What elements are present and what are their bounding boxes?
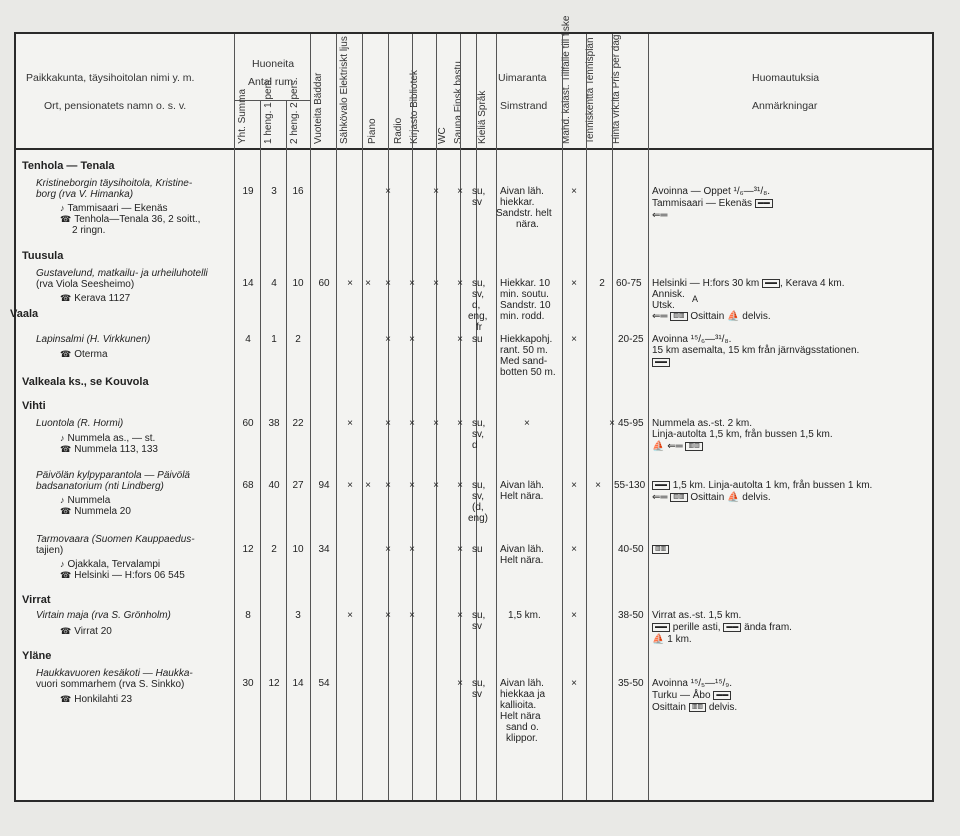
r1-wc: × <box>433 186 439 197</box>
r2-library: × <box>409 278 415 289</box>
r8-name-1: Haukkavuoren kesäkoti — Haukka- <box>36 668 193 679</box>
r5-beach-1: Aivan läh. <box>500 480 544 491</box>
r5-piano: × <box>365 480 371 491</box>
r5-remarks-2a: Osittain <box>690 492 725 503</box>
r6-one: 2 <box>271 544 277 555</box>
r1-two: 16 <box>292 186 304 197</box>
r5-one: 40 <box>268 480 280 491</box>
r7-lang-1: su, <box>472 610 486 621</box>
header-library: Kirjasto Bibliotek <box>409 70 420 144</box>
r5-electric: × <box>347 480 353 491</box>
guide-page <box>10 15 934 802</box>
r2-beds: 60 <box>318 278 330 289</box>
bus-icon: ▬▬ <box>713 691 731 700</box>
r2-remarks-1 <box>652 278 845 289</box>
col-line <box>286 100 287 800</box>
r4-post <box>60 433 155 444</box>
r1-radio: × <box>385 186 391 197</box>
r4-phone <box>60 444 158 455</box>
telephone-icon: ☎ <box>60 570 72 580</box>
r1-lang-2: sv <box>472 197 482 208</box>
bus-icon: ▬▬ <box>723 623 741 632</box>
post-horn-icon: ♪ <box>60 559 65 569</box>
r8-remarks-2 <box>652 690 731 701</box>
r6-phone-text: Helsinki — H:fors 06 545 <box>74 570 185 581</box>
post-horn-icon: ♪ <box>60 203 65 213</box>
header-two-person: 2 heng. 2 pers. <box>289 77 300 144</box>
r1-beach-2: hiekkar. <box>500 197 535 208</box>
header-rooms-fi: Huoneita <box>252 58 295 70</box>
telephone-icon: ☎ <box>60 349 72 359</box>
train-icon: ▥▥ <box>670 312 687 321</box>
r4-two: 22 <box>292 418 304 429</box>
r3-one: 1 <box>271 334 277 345</box>
r6-total: 12 <box>242 544 254 555</box>
r1-total: 19 <box>242 186 254 197</box>
section-valkeala-text: Valkeala ks., se Kouvola <box>22 376 149 388</box>
header-beach-fi: Uimaranta <box>498 72 547 84</box>
r6-radio: × <box>385 544 391 555</box>
r6-name-1: Tarmovaara (Suomen Kauppaedus- <box>36 534 195 545</box>
r4-phone-text: Nummela 113, 133 <box>74 444 158 455</box>
r2-remarks-4a: Osittain <box>690 311 725 322</box>
train-icon: ▥▥ <box>689 703 706 712</box>
r3-beach-4: botten 50 m. <box>500 367 556 378</box>
r2-lang-1: su, <box>472 278 486 289</box>
r1-beach-4: nära. <box>516 219 539 230</box>
header-wc: WC <box>437 127 448 144</box>
r5-name-2: badsanatorium (nti Lindberg) <box>36 481 164 492</box>
r4-tennis: × <box>609 418 615 429</box>
r2-phone-text: Kerava 1127 <box>74 293 131 304</box>
r7-phone <box>60 626 112 637</box>
post-horn-icon: ♪ <box>60 495 65 505</box>
r5-remarks-2b: delvis. <box>742 492 771 503</box>
bus-icon: ▬▬ <box>652 357 670 368</box>
boat-icon: ⛵ <box>652 441 665 452</box>
header-fishing: Mahd. kalast. Tillfälle till fiske <box>561 15 572 144</box>
section-ylane: Yläne <box>22 650 52 662</box>
r7-electric: × <box>347 610 353 621</box>
header-beds: Vuoteita Bäddar <box>313 72 324 144</box>
r7-remarks-1: Virrat as.-st. 1,5 km. <box>652 610 742 621</box>
r2-lang-2: sv, <box>472 289 485 300</box>
r1-lang-1: su, <box>472 186 486 197</box>
section-tuusula: Tuusula <box>22 250 64 262</box>
col-line <box>362 34 363 800</box>
r2-remarks-2: Annisk. <box>652 289 685 300</box>
telephone-icon: ☎ <box>60 694 72 704</box>
r4-lang-3: d <box>472 440 478 451</box>
r3-fishing: × <box>571 334 577 345</box>
r7-total: 8 <box>245 610 251 621</box>
col-line <box>648 34 649 800</box>
r2-remarks-4b: delvis. <box>742 311 771 322</box>
r2-price: 60-75 <box>616 278 642 289</box>
r2-lang-5: fr <box>476 322 483 333</box>
table-header <box>16 15 932 150</box>
header-language: Kieliä Språk <box>477 90 488 144</box>
r3-price: 20-25 <box>618 334 644 345</box>
r7-remarks-2 <box>652 622 792 633</box>
r1-one: 3 <box>271 186 277 197</box>
r4-post-text: Nummela as., — st. <box>67 433 156 444</box>
r8-remarks-3 <box>652 702 737 713</box>
r1-name-1: Kristineborgin täysihoitola, Kristine- <box>36 178 193 189</box>
r3-beach-2: rant. 50 m. <box>500 345 548 356</box>
r8-fishing: × <box>571 678 577 689</box>
r2-beach-3: Sandstr. 10 <box>500 300 551 311</box>
r6-library: × <box>409 544 415 555</box>
col-line <box>412 34 413 800</box>
r2-name-1: Gustavelund, matkailu- ja urheiluhotelli <box>36 268 208 279</box>
r4-beach: × <box>524 418 530 429</box>
r2-lang-3: d, <box>472 300 481 311</box>
r3-phone <box>60 349 108 360</box>
r4-lang-2: sv, <box>472 429 485 440</box>
r3-sauna: × <box>457 334 463 345</box>
header-radio: Radio <box>393 117 404 144</box>
r6-phone <box>60 570 185 581</box>
header-one-person: 1 heng. 1 pers. <box>263 77 274 144</box>
r4-one: 38 <box>268 418 280 429</box>
boat-icon: ⛵ <box>727 492 740 503</box>
header-place-sv: Ort, pensionatets namn o. s. v. <box>44 100 187 112</box>
r2-remarks-4 <box>652 311 771 322</box>
header-piano: Piano <box>367 118 378 144</box>
r8-remarks-3b: delvis. <box>708 702 738 713</box>
r7-remarks-3 <box>652 634 692 645</box>
r1-phone-text: Tenhola—Tenala 36, 2 soitt., <box>74 214 201 225</box>
r5-phone-text: Nummela 20 <box>74 506 131 517</box>
r7-phone-text: Virrat 20 <box>74 626 112 637</box>
r2-one: 4 <box>271 278 277 289</box>
r3-name: Lapinsalmi (H. Virkkunen) <box>36 334 151 345</box>
section-virrat: Virrat <box>22 594 51 606</box>
train-icon: ▥▥ <box>670 493 687 502</box>
r2-phone <box>60 293 130 304</box>
telephone-icon: ☎ <box>60 293 72 303</box>
r7-radio: × <box>385 610 391 621</box>
header-electric: Sähkövalo Elektriskt ljus <box>339 36 350 144</box>
header-price: Hinta vrk:lta Pris per dag <box>611 34 622 144</box>
r2-wc: × <box>433 278 439 289</box>
r4-price: 45-95 <box>618 418 644 429</box>
header-rooms-sv: Antal rum <box>248 76 293 88</box>
r7-lang-2: sv <box>472 621 482 632</box>
steamer-icon: ⇐═ <box>667 441 683 452</box>
r1-name-2: borg (rva V. Himanka) <box>36 189 134 200</box>
r7-name: Virtain maja (rva S. Grönholm) <box>36 610 171 621</box>
r8-beach-6: klippor. <box>506 733 538 744</box>
col-line <box>436 34 437 800</box>
r7-remarks-2a: perille asti, <box>672 622 721 633</box>
r6-beach-2: Helt nära. <box>500 555 544 566</box>
col-line <box>496 34 497 800</box>
r4-icons <box>652 441 703 452</box>
r1-remarks-2 <box>652 198 773 209</box>
r5-remarks-1-text: 1,5 km. Linja-autolta 1 km, från bussen 1 km. <box>672 480 873 491</box>
bus-icon: ▬▬ <box>762 279 780 288</box>
r4-name: Luontola (R. Hormi) <box>36 418 124 429</box>
r5-tennis: × <box>595 480 601 491</box>
r7-price: 38-50 <box>618 610 644 621</box>
r3-total: 4 <box>245 334 251 345</box>
r2-piano: × <box>365 278 371 289</box>
r6-fishing: × <box>571 544 577 555</box>
r8-beach-4: Helt nära <box>500 711 541 722</box>
r2-tennis: 2 <box>599 278 605 289</box>
r8-remarks-2-text: Turku — Åbo <box>652 690 711 701</box>
r8-total: 30 <box>242 678 254 689</box>
r1-remarks-2-text: Tammisaari — Ekenäs <box>652 198 753 209</box>
train-icon: ▥▥ <box>652 544 669 555</box>
r5-radio: × <box>385 480 391 491</box>
r8-phone <box>60 694 132 705</box>
r8-remarks-1: Avoinna ¹⁵/₅—¹⁵/₉. <box>652 678 733 689</box>
r2-remarks-a: A <box>692 294 699 304</box>
r5-remarks-2 <box>652 492 771 503</box>
col-line <box>260 100 261 800</box>
r8-one: 12 <box>268 678 280 689</box>
r5-beach-2: Helt nära. <box>500 491 544 502</box>
r8-beach-5: sand o. <box>506 722 539 733</box>
r5-lang-1: su, <box>472 480 486 491</box>
r8-beach-3: kallioita. <box>500 700 537 711</box>
r8-remarks-3a: Osittain <box>652 702 686 713</box>
steamer-icon: ⇐═ <box>652 210 668 221</box>
r1-beach-3: Sandstr. helt <box>496 208 552 219</box>
col-line <box>612 34 613 800</box>
section-valkeala <box>22 376 149 388</box>
r5-two: 27 <box>292 480 304 491</box>
telephone-icon: ☎ <box>60 444 72 454</box>
r8-lang-1: su, <box>472 678 486 689</box>
r4-sauna: × <box>457 418 463 429</box>
r7-library: × <box>409 610 415 621</box>
r3-remarks-2: 15 km asemalta, 15 km från järnvägsstationen. <box>652 345 860 356</box>
r2-lang-4: eng, <box>468 311 488 322</box>
r3-lang: su <box>472 334 483 345</box>
r4-total: 60 <box>242 418 254 429</box>
header-total: Yht. Summa <box>237 88 248 144</box>
r2-beach-2: min. soutu. <box>500 289 549 300</box>
r7-remarks-3-text: 1 km. <box>667 634 692 645</box>
r2-remarks-3: Utsk. <box>652 300 675 311</box>
r3-beach-1: Hiekkapohj. <box>500 334 553 345</box>
r5-post <box>60 495 110 506</box>
header-sauna: Sauna Finsk bastu <box>453 61 464 144</box>
r5-price: 55-130 <box>614 480 646 491</box>
r4-radio: × <box>385 418 391 429</box>
r1-post-text: Tammisaari — Ekenäs <box>67 203 168 214</box>
r6-price: 40-50 <box>618 544 644 555</box>
r2-sauna: × <box>457 278 463 289</box>
col-line <box>388 34 389 800</box>
r6-name-2: tajien) <box>36 545 64 556</box>
r2-remarks-1a: Helsinki — H:fors 30 km <box>652 278 760 289</box>
r3-radio: × <box>385 334 391 345</box>
telephone-icon: ☎ <box>60 214 72 224</box>
r3-beach-3: Med sand- <box>500 356 548 367</box>
r7-remarks-2b: ända fram. <box>744 622 792 633</box>
r4-wc: × <box>433 418 439 429</box>
r5-lang-3: (d, <box>472 502 484 513</box>
post-horn-icon: ♪ <box>60 433 65 443</box>
r4-electric: × <box>347 418 353 429</box>
r8-sauna: × <box>457 678 463 689</box>
r2-radio: × <box>385 278 391 289</box>
r1-sauna: × <box>457 186 463 197</box>
r3-remarks-1: Avoinna ¹⁵/₆—³¹/₈. <box>652 334 732 345</box>
r5-sauna: × <box>457 480 463 491</box>
header-tennis: Tenniskenttä Tennisplan <box>585 37 596 144</box>
r3-two: 2 <box>295 334 301 345</box>
header-beach-sv: Simstrand <box>500 100 548 112</box>
r4-library: × <box>409 418 415 429</box>
r2-fishing: × <box>571 278 577 289</box>
section-vihti: Vihti <box>22 400 46 412</box>
header-remarks-sv: Anmärkningar <box>752 100 818 112</box>
r5-phone <box>60 506 131 517</box>
bus-icon: ▬▬ <box>755 199 773 208</box>
r2-two: 10 <box>292 278 304 289</box>
r7-fishing: × <box>571 610 577 621</box>
section-vaala: Vaala <box>10 308 39 320</box>
r2-beach-4: min. rodd. <box>500 311 545 322</box>
r3-library: × <box>409 334 415 345</box>
r2-name-2: (rva Viola Seesheimo) <box>36 279 135 290</box>
r8-phone-text: Honkilahti 23 <box>74 694 133 705</box>
r6-sauna: × <box>457 544 463 555</box>
r1-remarks-1: Avoinna — Oppet ¹/₆—³¹/₈. <box>652 186 771 197</box>
r1-fishing: × <box>571 186 577 197</box>
r5-lang-4: eng) <box>468 513 489 524</box>
r5-name-1: Päivölän kylpyparantola — Päivölä <box>36 470 190 481</box>
r7-beach: 1,5 km. <box>508 610 541 621</box>
r6-beach-1: Aivan läh. <box>500 544 544 555</box>
r7-sauna: × <box>457 610 463 621</box>
header-place-fi: Paikkakunta, täysihoitolan nimi y. m. <box>26 72 195 84</box>
r2-total: 14 <box>242 278 254 289</box>
bus-icon: ▬▬ <box>652 481 670 490</box>
r4-remarks-2: Linja-autolta 1,5 km, från bussen 1,5 km. <box>652 429 833 440</box>
r4-remarks-1: Nummela as.-st. 2 km. <box>652 418 753 429</box>
r8-beach-1: Aivan läh. <box>500 678 544 689</box>
r1-phone <box>60 214 200 225</box>
boat-icon: ⛵ <box>652 634 665 645</box>
r6-two: 10 <box>292 544 304 555</box>
header-remarks-fi: Huomautuksia <box>752 72 820 84</box>
r1-beach-1: Aivan läh. <box>500 186 544 197</box>
r5-wc: × <box>433 480 439 491</box>
r5-lang-2: sv, <box>472 491 485 502</box>
telephone-icon: ☎ <box>60 506 72 516</box>
r2-remarks-1b: , Kerava 4 km. <box>780 278 845 289</box>
r6-beds: 34 <box>318 544 330 555</box>
steamer-icon: ⇐═ <box>652 311 671 322</box>
r3-phone-text: Oterma <box>74 349 108 360</box>
r6-lang: su <box>472 544 483 555</box>
r7-two: 3 <box>295 610 301 621</box>
r1-phone-2: 2 ringn. <box>72 225 106 236</box>
r1-post <box>60 203 168 214</box>
r5-fishing: × <box>571 480 577 491</box>
r8-name-2: vuori sommarhem (rva S. Sinkko) <box>36 679 185 690</box>
r2-electric: × <box>347 278 353 289</box>
r5-beds: 94 <box>318 480 330 491</box>
r5-total: 68 <box>242 480 254 491</box>
section-tenhola: Tenhola — Tenala <box>22 160 115 172</box>
r8-two: 14 <box>292 678 304 689</box>
train-icon: ▥▥ <box>685 442 702 451</box>
r8-beach-2: hiekkaa ja <box>500 689 546 700</box>
boat-icon: ⛵ <box>727 311 740 322</box>
r6-post-text: Ojakkala, Tervalampi <box>67 559 161 570</box>
r8-beds: 54 <box>318 678 330 689</box>
steamer-icon: ⇐═ <box>652 492 671 503</box>
r5-remarks-1 <box>652 480 872 491</box>
r5-post-text: Nummela <box>67 495 111 506</box>
telephone-icon: ☎ <box>60 626 72 636</box>
bus-icon: ▬▬ <box>652 623 670 632</box>
r8-lang-2: sv <box>472 689 482 700</box>
r5-library: × <box>409 480 415 491</box>
r4-lang-1: su, <box>472 418 486 429</box>
r8-price: 35-50 <box>618 678 644 689</box>
r6-post <box>60 559 160 570</box>
r2-beach-1: Hiekkar. 10 <box>500 278 551 289</box>
